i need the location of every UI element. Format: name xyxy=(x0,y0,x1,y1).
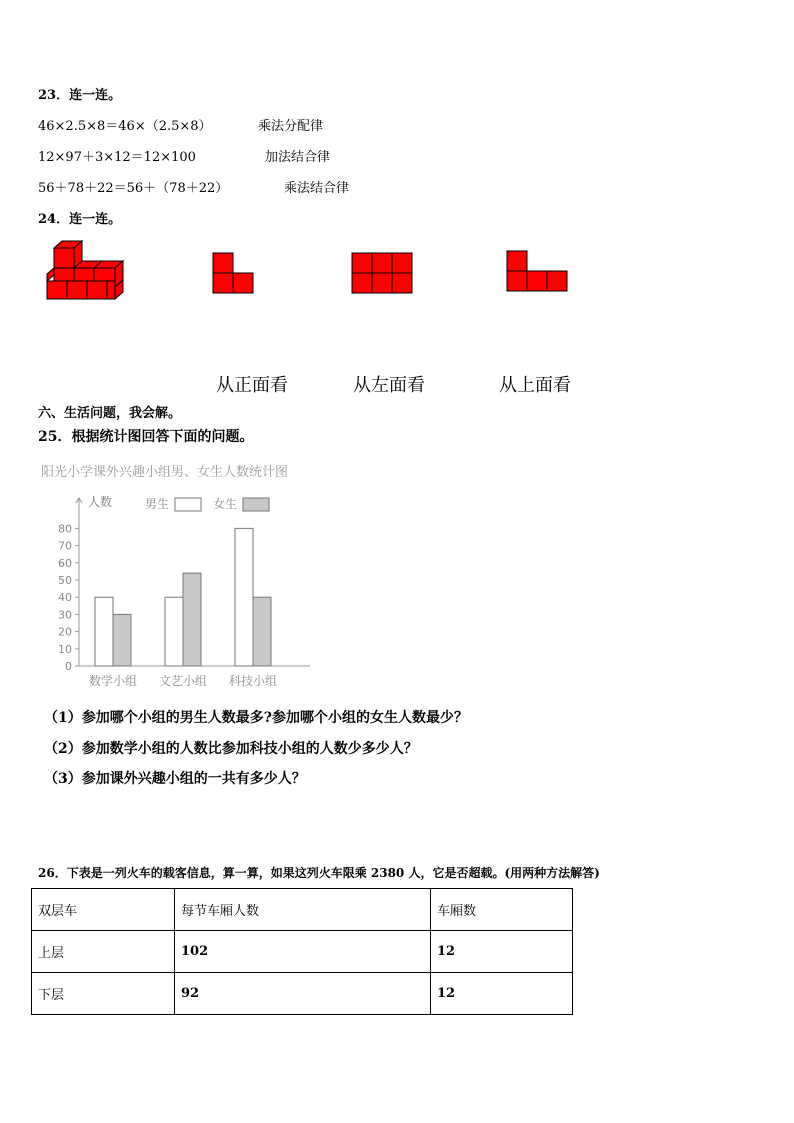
table-header-row xyxy=(32,889,573,931)
category-label: 文艺小组 xyxy=(158,674,208,688)
bar xyxy=(95,597,113,666)
cube-3d-figure xyxy=(44,240,126,302)
q25-question-2: （2）参加数学小组的人数比参加科技小组的人数少多少人？ xyxy=(44,741,418,757)
y-tick-label: 60 xyxy=(58,556,72,570)
y-tick-label: 20 xyxy=(58,625,72,639)
table-cell: 下层 xyxy=(32,973,175,1015)
q25-question-3: （3）参加课外兴趣小组的一共有多少人？ xyxy=(44,771,306,787)
table-row xyxy=(32,973,573,1015)
cube-view-l-shape xyxy=(212,252,256,296)
cube-view-long-l-shape xyxy=(506,250,570,294)
section6-title: 六、生活问题，我会解。 xyxy=(38,406,182,421)
legend-label: 女生 xyxy=(213,497,238,511)
table-cell: 12 xyxy=(431,973,573,1015)
legend-swatch xyxy=(175,498,201,511)
category-label: 数学小组 xyxy=(88,674,138,688)
legend-swatch xyxy=(243,498,269,511)
q26-title: 26．下表是一列火车的载客信息，算一算，如果这列火车限乘 2380 人，它是否超载。(用两种方法解答) xyxy=(38,866,600,880)
y-tick-label: 10 xyxy=(58,642,72,656)
table-cell: 92 xyxy=(175,973,431,1015)
train-table xyxy=(31,888,573,1015)
y-tick-label: 80 xyxy=(58,522,72,536)
table-header-cell: 每节车厢人数 xyxy=(175,889,431,931)
q23-law-2: 加法结合律 xyxy=(265,150,331,165)
q23-title: 23．连一连。 xyxy=(38,88,122,103)
y-tick-label: 50 xyxy=(58,574,72,587)
cube-view-rectangle xyxy=(351,252,414,296)
chart-ylabel: 人数 xyxy=(88,495,113,509)
view-label-top: 从上面看 xyxy=(499,375,571,396)
bar xyxy=(235,528,253,666)
q23-expr-1: 46×2.5×8＝46×（2.5×8） xyxy=(38,119,212,134)
category-label: 科技小组 xyxy=(228,674,278,688)
y-tick-label: 40 xyxy=(58,591,72,605)
bar xyxy=(183,573,201,666)
y-tick-label: 70 xyxy=(58,539,72,553)
q25-title: 25．根据统计图回答下面的问题。 xyxy=(38,429,254,445)
view-label-left: 从左面看 xyxy=(353,375,425,396)
bar xyxy=(253,597,271,666)
bar xyxy=(113,614,131,666)
q24-title: 24．连一连。 xyxy=(38,212,122,227)
table-cell: 102 xyxy=(175,931,431,973)
legend-label: 男生 xyxy=(145,497,170,511)
q23-expr-3: 56＋78＋22＝56＋（78＋22） xyxy=(38,181,229,196)
q23-expr-2: 12×97＋3×12＝12×100 xyxy=(38,150,196,165)
table-row xyxy=(32,931,573,973)
q23-law-3: 乘法结合律 xyxy=(284,181,350,196)
chart-title: 阳光小学课外兴趣小组男、女生人数统计图 xyxy=(41,465,289,480)
table-cell: 12 xyxy=(431,931,573,973)
q23-law-1: 乘法分配律 xyxy=(258,119,324,134)
view-label-front: 从正面看 xyxy=(216,375,288,396)
q25-question-1: （1）参加哪个小组的男生人数最多?参加哪个小组的女生人数最少？ xyxy=(44,710,468,726)
y-tick-label: 0 xyxy=(65,660,72,673)
bar-chart xyxy=(38,458,318,694)
y-tick-label: 30 xyxy=(58,608,72,622)
table-header-cell: 车厢数 xyxy=(431,889,573,931)
bar xyxy=(165,597,183,666)
table-cell: 上层 xyxy=(32,931,175,973)
table-header-cell: 双层车 xyxy=(32,889,175,931)
